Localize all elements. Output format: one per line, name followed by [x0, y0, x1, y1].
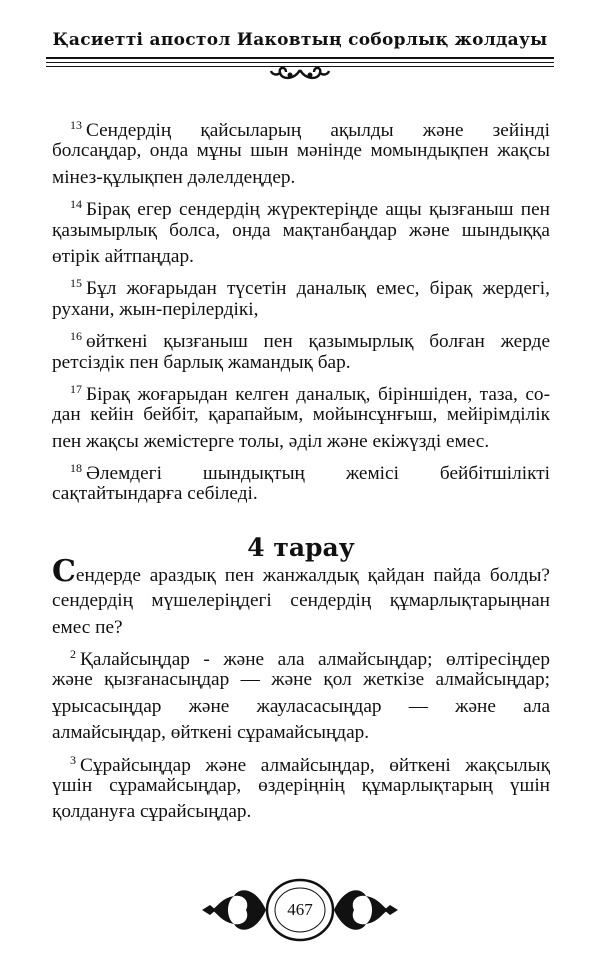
line-text: сақтайтындарға себіледі.	[52, 483, 258, 505]
text-line	[52, 773, 550, 799]
text-line	[52, 455, 550, 485]
running-head: Қасиетті апостол Иаковтың соборлық жолдауы	[52, 30, 548, 50]
line-text: Қалайсыңдар - және ала алмайсыңдар; өлтіресіңдер	[80, 649, 550, 671]
verse-paragraph	[52, 747, 550, 826]
verse-number: 2	[70, 647, 76, 662]
verse-paragraph	[52, 323, 550, 376]
text-line	[52, 138, 550, 164]
verse-paragraph	[52, 376, 550, 455]
text-line	[52, 553, 550, 589]
header-ornament-icon	[268, 64, 332, 84]
line-text: сендердің мүшелеріңдегі сендердің құмарлықтарыңнан	[52, 590, 550, 612]
text-line	[52, 694, 550, 720]
text-line	[52, 270, 550, 300]
verse-number: 14	[70, 197, 82, 212]
page-body	[52, 112, 550, 826]
line-text: ұрысасыңдар және жауласасыңдар — және ала	[52, 695, 550, 717]
verse-number: 17	[70, 381, 82, 396]
line-text: және қызғанасыңдар — және қол жеткізе алмайсыңдар;	[52, 669, 550, 691]
text-line	[52, 218, 550, 244]
line-text: алмайсыңдар, өйткені сұрамайсыңдар.	[52, 722, 370, 744]
line-text: болсаңдар, онда мұны шын мәнінде момындықпен жақсы	[52, 140, 550, 162]
verse-number: 3	[70, 752, 76, 767]
verse-paragraph	[52, 112, 550, 191]
line-text: Сұрайсыңдар және алмайсыңдар, өйткені жақсылық	[80, 754, 550, 776]
text-line	[52, 165, 550, 191]
line-text: мінез-құлықпен дәлелдеңдер.	[52, 166, 296, 188]
drop-cap: С	[52, 553, 76, 589]
verse-paragraph	[52, 455, 550, 508]
verse-number: 18	[70, 461, 82, 476]
line-text: қазымырлық болса, онда мақтанбаңдар және шындыққа	[52, 219, 550, 241]
line-text: рухани, жын-перілердікі,	[52, 298, 259, 320]
text-line	[52, 244, 550, 270]
line-text: өтірік айтпаңдар.	[52, 245, 194, 267]
header-rule	[46, 57, 554, 59]
verse-paragraph	[52, 641, 550, 747]
text-line	[52, 297, 550, 323]
text-line	[52, 667, 550, 693]
text-line	[52, 799, 550, 825]
text-line	[52, 747, 550, 776]
text-line	[52, 376, 550, 405]
line-text: үшін сұрамайсыңдар, өздеріңнің құмарлықтарың үшін	[52, 774, 550, 796]
verse-number: 13	[70, 118, 82, 132]
line-text: пен жақсы жемістерге толы, әділ және екіжүзді емес.	[52, 430, 490, 452]
line-text: өйткені қызғаныш пен қазымырлық болған жерде	[86, 331, 550, 353]
page-number: 467	[287, 900, 313, 919]
line-text: Бұл жоғарыдан түсетін даналық емес, бірақ жердегі,	[86, 278, 550, 300]
line-text: Бірақ жоғарыдан келген даналық, біріншіден, таза, со-	[86, 383, 550, 405]
verse-paragraph	[52, 191, 550, 270]
chapter-title: 4 тарау	[247, 532, 355, 562]
text-line	[52, 615, 550, 641]
text-line	[52, 641, 550, 671]
line-text: Сендердің қайсыларың ақылды және зейінді	[86, 120, 550, 141]
header-rule	[46, 62, 554, 63]
verse-number: 16	[70, 329, 82, 344]
text-line	[52, 402, 550, 428]
text-line	[52, 588, 550, 614]
line-text: дан кейін бейбіт, қарапайым, мойынсұнғыш, мейірімділік	[52, 404, 550, 426]
text-line	[52, 429, 550, 455]
verse-number: 15	[70, 276, 82, 291]
text-line	[52, 720, 550, 746]
verse-paragraph	[52, 270, 550, 323]
text-line	[52, 350, 550, 376]
line-text: қолдануға сұрайсыңдар.	[52, 801, 252, 823]
line-text: емес пе?	[52, 616, 123, 638]
text-line	[52, 191, 550, 221]
line-text: ретсіздік пен барлық жамандық бар.	[52, 351, 351, 373]
line-text: Әлемдегі шындықтың жемісі бейбітшілікті	[86, 463, 550, 485]
text-line	[52, 112, 550, 141]
page-footer	[200, 868, 400, 957]
verse-paragraph	[52, 553, 550, 641]
line-text: Бірақ егер сендердің жүректеріңде ащы қызғаныш пен	[86, 199, 550, 221]
text-line	[52, 481, 550, 507]
line-text: ендерде араздық пен жанжалдық қайдан пайда болды?	[75, 564, 550, 586]
text-line	[52, 323, 550, 353]
